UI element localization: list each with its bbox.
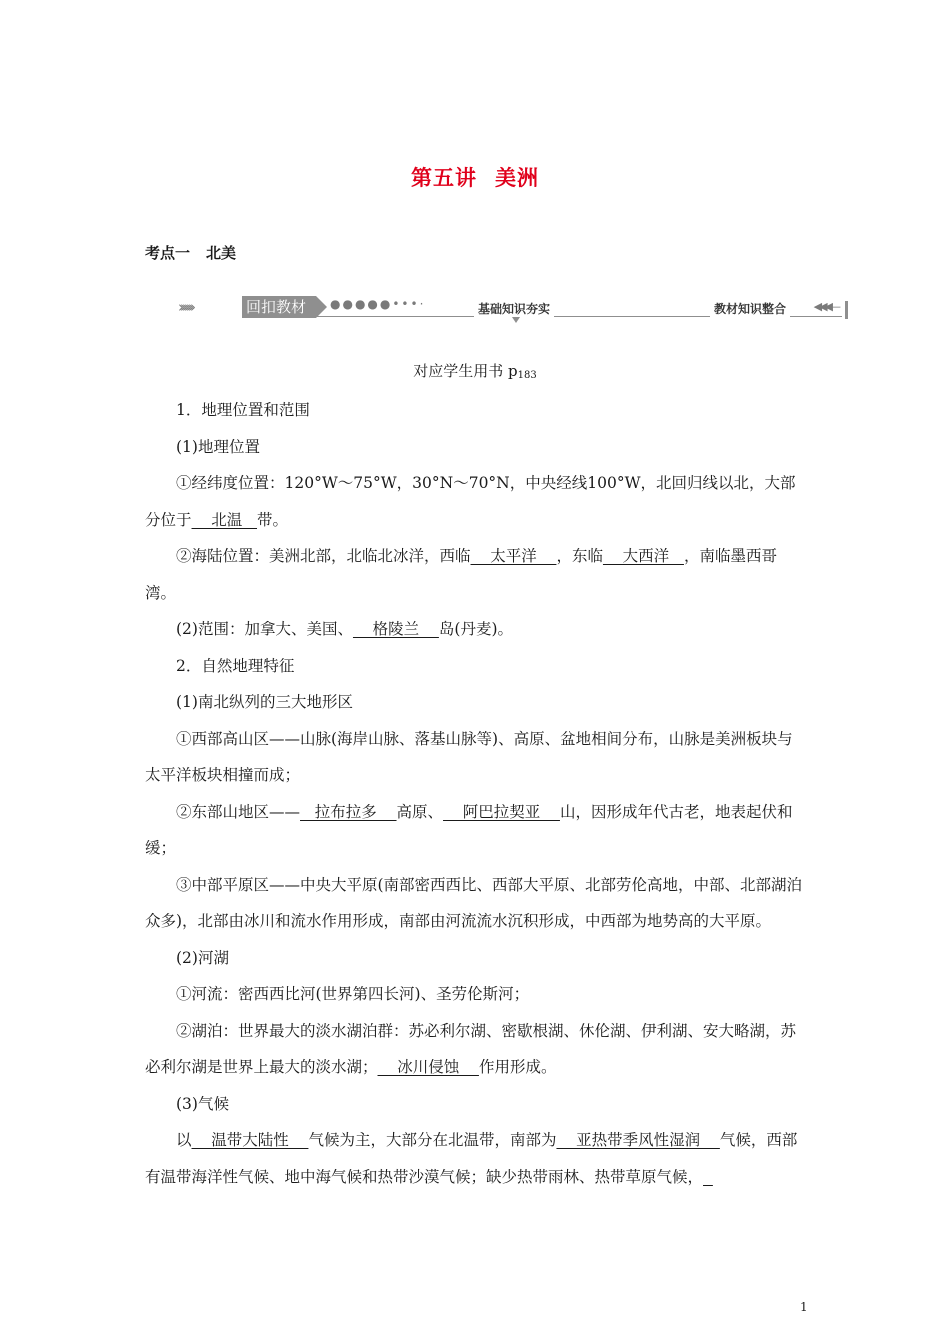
para-sea-land: ②海陆位置：美洲北部，北临北冰洋，西临 太平洋 ，东临 大西洋 ，南临墨西哥湾。: [145, 547, 777, 602]
answer-blank: 大西洋: [602, 547, 684, 565]
section-topic: 北美: [206, 244, 237, 262]
para-coordinates: ①经纬度位置：120°W～75°W，30°N～70°N，中央经线100°W，北回归线以北，大部分位于 北温 带。: [145, 474, 796, 529]
section-heading: [145, 242, 236, 263]
para-rivers: ①河流：密西西比河(世界第四长河)、圣劳伦斯河；: [176, 985, 530, 1003]
page-title: [0, 162, 950, 192]
subheading-2-1: (1)南北纵列的三大地形区: [176, 693, 353, 711]
answer-blank: 阿巴拉契亚: [443, 802, 560, 821]
review-banner: [176, 296, 848, 322]
heading-1: 1．地理位置和范围: [176, 401, 310, 419]
answer-blank: 格陵兰: [352, 620, 439, 638]
banner-end-bar: [845, 301, 848, 319]
subheading-2-3: (3)气候: [176, 1094, 229, 1113]
reference-line: [0, 360, 950, 381]
content-body: [145, 392, 807, 1195]
triangle-marker-icon: [512, 317, 520, 323]
answer-blank: [703, 1168, 713, 1186]
para-climate: 以 温带大陆性 气候为主，大部分在北温带，南部为 亚热带季风性湿润 气候，西部有温带海洋性气候、地中海气候和热带沙漠气候；缺少热带雨林、热带草原气候，: [145, 1131, 798, 1186]
answer-blank: 北温: [191, 510, 258, 529]
answer-blank: 温带大陆性: [191, 1131, 309, 1149]
dots-icon: ●●●●●•••·: [330, 297, 426, 311]
subheading-1-1: (1)地理位置: [176, 437, 260, 456]
subheading-2-2: (2)河湖: [176, 948, 229, 967]
answer-blank: 拉布拉多: [300, 802, 397, 821]
reference-page: 183: [517, 370, 537, 381]
para-central-plain: ③中部平原区——中央大平原(南部密西西比、西部大平原、北部劳伦高地，中部、北部湖泊众多)，北部由冰川和流水作用形成，南部由河流流水沉积形成，中西部为地势高的大平原。: [145, 875, 803, 930]
answer-blank: 太平洋: [470, 547, 557, 565]
title-part1: 第五讲: [411, 166, 477, 190]
banner-tag: 回扣教材: [242, 296, 316, 318]
para-lakes: ②湖泊：世界最大的淡水湖泊群：苏必利尔湖、密歇根湖、休伦湖、伊利湖、安大略湖，苏必利尔湖是世界上最大的淡水湖； 冰川侵蚀 作用形成。: [145, 1021, 797, 1076]
back-arrows-icon: ◀◀◀—: [813, 300, 838, 313]
para-west-mountains: ①西部高山区——山脉(海岸山脉、落基山脉等)、高原、盆地相间分布，山脉是美洲板块与太平洋板块相撞而成；: [145, 729, 793, 784]
reference-text: 对应学生用书 p: [413, 362, 518, 380]
heading-2: 2．自然地理特征: [176, 656, 295, 675]
para-range: (2)范围：加拿大、美国、 格陵兰 岛(丹麦)。: [176, 620, 513, 638]
chevrons-icon: ›››››››: [178, 298, 192, 316]
banner-mid-label: 基础知识夯实: [474, 300, 554, 317]
banner-end-label: 教材知识整合: [710, 300, 790, 317]
para-east-mountains: ②东部山地区—— 拉布拉多 高原、 阿巴拉契亚 山，因形成年代古老，地表起伏和缓；: [145, 802, 793, 857]
title-part2: 美洲: [495, 166, 539, 190]
answer-blank: 冰川侵蚀: [377, 1058, 479, 1076]
page-number: 1: [800, 1300, 808, 1314]
answer-blank: 亚热带季风性湿润: [556, 1131, 720, 1149]
section-label: 考点一: [145, 244, 191, 262]
